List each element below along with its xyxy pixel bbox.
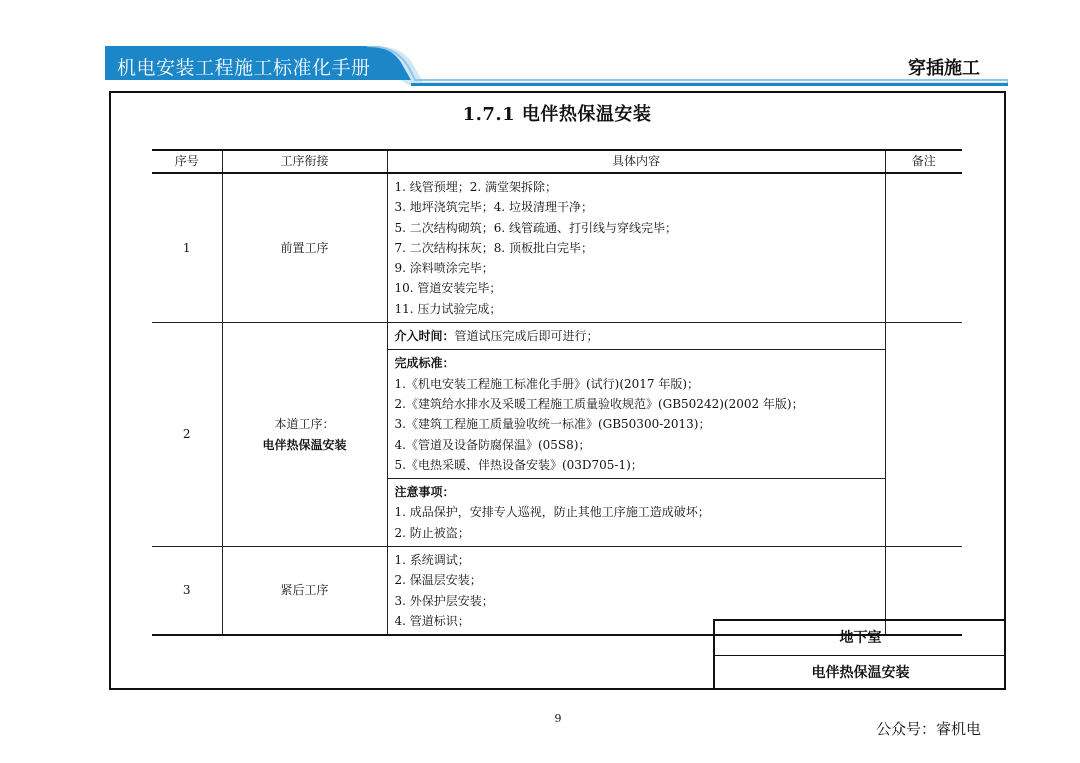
row-note bbox=[885, 323, 962, 547]
content-line: 10. 管道安装完毕； bbox=[394, 281, 502, 296]
content-line: 3. 外保护层安装； bbox=[394, 593, 494, 608]
title-block-name: 电伴热保温安装 bbox=[811, 665, 910, 681]
content-line: 7. 二次结构抹灰；8. 顶板批白完毕； bbox=[394, 240, 594, 255]
standard-item: 5.《电热采暖、伴热设备安装》(03D705-1)； bbox=[394, 457, 643, 472]
row-step: 紧后工序 bbox=[222, 547, 387, 636]
row-step: 前置工序 bbox=[222, 173, 387, 323]
content-line: 9. 涂料喷涂完毕； bbox=[394, 261, 494, 276]
timing-label: 介入时间： bbox=[394, 329, 455, 344]
manual-title: 机电安装工程施工标准化手册 bbox=[117, 57, 371, 79]
column-header-content: 具体内容 bbox=[387, 150, 885, 173]
title-block-location: 地下室 bbox=[715, 621, 1006, 656]
standards-cell bbox=[387, 350, 885, 479]
row-step bbox=[222, 323, 387, 547]
page-number: 9 bbox=[554, 712, 562, 725]
row-content bbox=[387, 173, 885, 323]
content-line: 2. 保温层安装； bbox=[394, 573, 482, 588]
content-line: 1. 线管预埋；2. 满堂架拆除； bbox=[394, 180, 558, 194]
standards-label: 完成标准： bbox=[394, 356, 455, 371]
content-line: 11. 压力试验完成； bbox=[394, 301, 502, 316]
notes-cell bbox=[387, 479, 885, 547]
footer-account: 公众号：睿机电 bbox=[876, 720, 982, 738]
notes-item: 1. 成品保护，安排专人巡视，防止其他工序施工造成破坏； bbox=[394, 505, 710, 520]
table-header-row bbox=[152, 150, 962, 173]
standard-item: 1.《机电安装工程施工标准化手册》(试行)(2017 年版)； bbox=[394, 376, 700, 391]
content-line: 1. 系统调试； bbox=[394, 553, 470, 568]
step-line: 本道工序： bbox=[274, 417, 335, 432]
standard-item: 2.《建筑给水排水及采暖工程施工质量验收规范》(GB50242)(2002 年版)； bbox=[394, 396, 804, 411]
step-line-bold: 电伴热保温安装 bbox=[262, 437, 347, 452]
table-row bbox=[152, 173, 962, 323]
row-note bbox=[885, 173, 962, 323]
column-header-step: 工序衔接 bbox=[222, 150, 387, 173]
standard-item: 4.《管道及设备防腐保温》(05S8)； bbox=[394, 437, 591, 452]
row-seq: 3 bbox=[152, 547, 222, 636]
page-heading: 1.7.1 电伴热保温安装 bbox=[462, 104, 652, 125]
content-line: 5. 二次结构砌筑；6. 线管疏通、打引线与穿线完毕； bbox=[394, 220, 678, 235]
content-line: 3. 地坪浇筑完毕；4. 垃圾清理干净； bbox=[394, 200, 594, 215]
header-banner bbox=[105, 46, 1008, 88]
timing-cell bbox=[387, 323, 885, 350]
notes-label: 注意事项： bbox=[394, 485, 455, 500]
row-seq: 1 bbox=[152, 173, 222, 323]
column-header-note: 备注 bbox=[885, 150, 962, 173]
timing-text: 管道试压完成后即可进行； bbox=[454, 329, 599, 344]
section-title: 穿插施工 bbox=[908, 58, 980, 79]
row-seq: 2 bbox=[152, 323, 222, 547]
content-line: 4. 管道标识； bbox=[394, 613, 470, 628]
notes-item: 2. 防止被盗； bbox=[394, 525, 470, 540]
column-header-seq: 序号 bbox=[152, 150, 222, 173]
procedure-table bbox=[152, 149, 962, 636]
standard-item: 3.《建筑工程施工质量验收统一标准》(GB50300-2013)； bbox=[394, 417, 711, 432]
table-row bbox=[152, 323, 962, 350]
title-block bbox=[713, 619, 1006, 690]
